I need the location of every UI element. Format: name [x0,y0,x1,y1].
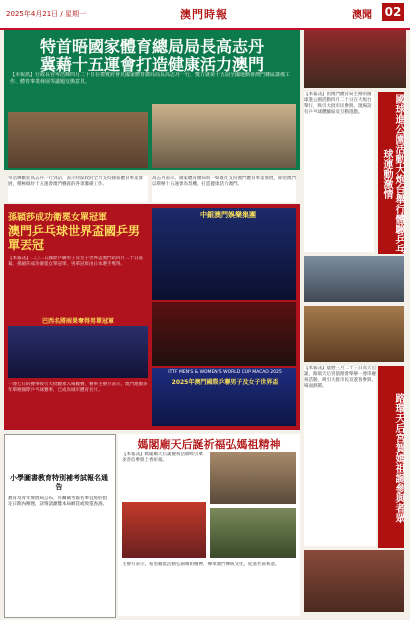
lead-headline-line2: 冀藉十五運會打造健康活力澳門 [39,55,264,74]
lead-headline-line1: 特首晤國家體育總局局長高志丹 [39,37,264,56]
ceremony-caption-zh: 2025年澳門國際乒聯男子及女子世界盃 [171,379,279,386]
temple-photo [304,306,404,362]
page-number: 02 [382,3,404,21]
tt-kicker: 孫穎莎成功衛冕女單冠軍 [8,213,108,223]
notice-title: 小學圖書教育特別補考試報名通告 [10,474,108,491]
park-story-headline: 國球進公園活動大炮台舉行體驗乒乓球運動激情 [378,92,404,254]
ceremony-caption-en: ITTF MEN'S & WOMEN'S WORLD CUP MACAO 2025 [168,370,282,375]
tt-body-2: 一連七日的賽事吸引大批觀眾入場觀賽，賽事主辦方表示，澳門連續多年舉辦國際乒乓球賽事，已成為城市體育名片。 [8,382,148,393]
tt-headline: 澳門乒乓球世界盃國乒男單丟冠 [8,224,141,252]
sponsor-banner: 中銀澳門娛樂集團 [200,211,256,219]
lead-body-col-b: 高志丹表示，國家體育總局將一如既往支持澳門體育事業發展，期望澳門以舉辦十五運會為契機，打造健康活力澳門。 [152,176,296,202]
procession-photo [210,508,296,558]
meeting-photo [8,112,148,168]
temple-story-body: 【本報訊】農曆三月二十三日為天后誕，路環天后宮值理會舉辦一連串慶祝活動，吸引大批市民及遊客參與，場面熱鬧。 [304,366,376,546]
lead-body-col-a: 岑浩輝歡迎高志丹一行到訪，表示特區政府全力支持國家體育事業發展，積極做好十五運會澳門賽區的各項籌備工作。 [8,176,148,202]
lead-paragraph: 【本報訊】行政長官岑浩輝四月二十日在禮賓府會見國家體育總局局長高志丹一行，雙方就第十五屆全國運動會澳門賽區籌備工作、體育事業發展等議題交換意見。 [10,72,291,85]
issue-date: 2025年4月21日 / 星期一 [6,10,86,18]
masthead-title: 澳門時報 [180,8,228,21]
player-action-photo [8,326,148,378]
temple-gate-photo [210,452,296,504]
temple-crowd-photo [304,550,404,612]
mazu-body-1: 【本報訊】媽閣廟天后誕慶祝活動吸引眾多善信參與上香祈福。 [122,452,203,463]
section-label: 澳聞 [352,10,372,21]
match-photo [152,302,296,366]
tt-body-1: 【本報訊】二〇二五國際乒聯男子及女子世界盃澳門站四月二十日落幕，孫穎莎成功衛冕女單冠軍，男單冠軍由日本選手奪得。 [8,256,143,267]
park-event-photo [304,30,406,88]
mazu-headline: 媽閣廟天后誕祈福弘媽祖精神 [137,438,281,451]
temple-story-headline: 路環天后宮賀媽祖誕參與者眾 [378,366,404,548]
tt-subhead: 巴西名將雨果奪得男單冠軍 [41,318,114,325]
park-activity-photo [304,256,404,302]
mazu-body-2: 主辦方表示，希望藉此活動弘揚媽祖精神，傳承澳門傳統文化，促進社區和諧。 [122,562,280,567]
group-photo [152,104,296,168]
notice-body: 教育及青年發展局公布，有關補考報名事宜將於指定日期內辦理，詳情請瀏覽本局網頁或致電查詢。 [8,496,107,507]
podium-photo [152,208,296,300]
lion-dance-photo [122,502,206,558]
park-story-body: 【本報訊】由澳門體育局主辦的國球進公園活動四月二十日在大炮台舉行，吸引大批市民參與，現場設有乒乓球體驗區及互動遊戲。 [304,92,374,252]
